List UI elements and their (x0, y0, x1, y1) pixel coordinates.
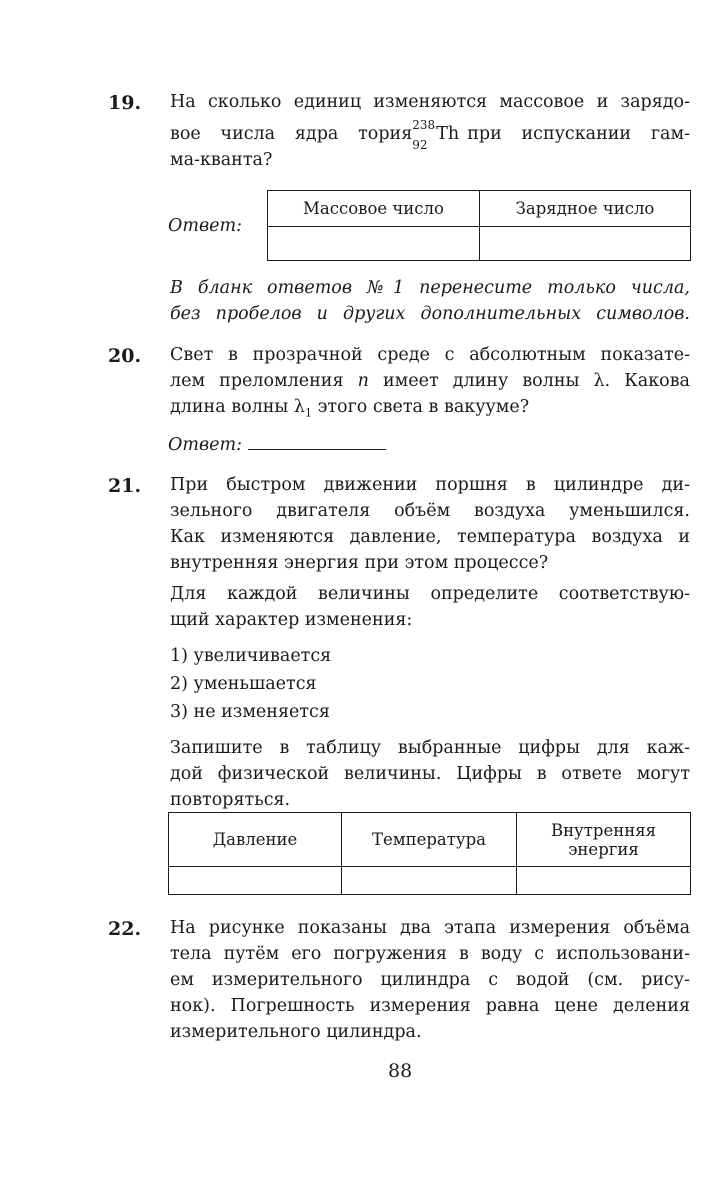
question-22-line-5: измерительного цилиндра. (170, 1022, 422, 1042)
question-21-table-instruction (170, 735, 690, 813)
question-21-text (170, 472, 690, 576)
refractive-index-symbol: n (357, 371, 369, 391)
isotope-mass: 238 (412, 118, 436, 132)
question-21-number: 21. (108, 475, 142, 497)
question-19-line-2b: при испускании гам- (467, 124, 691, 144)
header-temperature: Температура (342, 813, 517, 867)
question-19-line-2a: вое числа ядра тория (170, 124, 413, 144)
question-22-line-4: нок). Погрешность измерения равна цене деления (170, 996, 690, 1016)
header-charge-number: Зарядное число (480, 191, 691, 227)
question-19-answer-label: Ответ: (168, 216, 242, 236)
answer-cell-mass[interactable] (268, 227, 480, 261)
question-21-line-2: зельного двигателя объём воздуха уменьшился. (170, 501, 690, 521)
note-line-1: В бланк ответов №1 перенесите только числа, (170, 278, 690, 298)
question-19-line-1: На сколько единиц изменяются массовое и зарядо- (170, 92, 690, 112)
lambda-subscript: 1 (305, 406, 312, 420)
question-20-line-3b: этого света в вакууме? (317, 397, 530, 417)
header-internal-energy-line-1: Внутренняя (550, 820, 657, 840)
answer-cell-charge[interactable] (480, 227, 691, 261)
question-20-text (170, 342, 690, 427)
question-20-line-3a: длина волны (170, 397, 289, 417)
question-21-line-3: Как изменяются давление, температура воздуха и (170, 527, 690, 547)
question-20-line-1: Свет в прозрачной среде с абсолютным показате- (170, 345, 690, 365)
isotope-symbol: Th (436, 124, 460, 144)
question-22-number: 22. (108, 918, 142, 940)
question-20-line-2 (170, 368, 690, 394)
question-21-answer-table (168, 812, 691, 895)
isotope-charge: 92 (412, 138, 428, 152)
question-19-answer-table (267, 190, 691, 261)
question-20-number: 20. (108, 345, 142, 367)
header-mass-number: Массовое число (268, 191, 480, 227)
question-20-answer-row (168, 433, 386, 455)
answer-cell-internal-energy[interactable] (517, 867, 691, 895)
option-increases: 1) увеличивается (170, 646, 332, 666)
question-21-line-4: внутренняя энергия при этом процессе? (170, 553, 549, 573)
table-instruction-line-1: Запишите в таблицу выбранные цифры для каж- (170, 738, 690, 758)
question-19-text (170, 89, 690, 173)
question-21-options (170, 642, 690, 726)
note-line-2: без пробелов и других дополнительных символов. (170, 304, 690, 324)
header-internal-energy (517, 813, 691, 867)
question-20-line-3 (170, 394, 690, 427)
question-22-line-2: тела путём его погружения в воду с использовани- (170, 944, 690, 964)
option-unchanged: 3) не изменяется (170, 702, 330, 722)
question-20-answer-label: Ответ: (168, 435, 242, 455)
question-22-line-1: На рисунке показаны два этапа измерения объёма (170, 918, 690, 938)
question-20-line-2b: имеет длину волны λ. Какова (382, 371, 690, 391)
option-decreases: 2) уменьшается (170, 674, 317, 694)
thorium-isotope (412, 118, 460, 152)
instruction-line-1: Для каждой величины определите соответствую- (170, 584, 690, 604)
question-21-line-1: При быстром движении поршня в цилиндре ди- (170, 475, 690, 495)
question-19-line-2 (170, 118, 691, 152)
page-number: 88 (388, 1060, 413, 1082)
question-22-line-3: ем измерительного цилиндра с водой (см. рису- (170, 970, 690, 990)
question-22-text (170, 915, 690, 1045)
table-instruction-line-3: повторяться. (170, 790, 291, 810)
question-20-answer-blank[interactable] (248, 433, 386, 450)
question-20-line-2a: лем преломления (170, 371, 344, 391)
question-19-line-3: ма-кванта? (170, 150, 273, 170)
question-21-instruction (170, 581, 690, 633)
question-19-note (170, 275, 690, 327)
header-pressure: Давление (169, 813, 342, 867)
question-19-number: 19. (108, 92, 142, 114)
answer-cell-pressure[interactable] (169, 867, 342, 895)
instruction-line-2: щий характер изменения: (170, 610, 413, 630)
lambda-symbol: λ (293, 397, 305, 417)
table-instruction-line-2: дой физической величины. Цифры в ответе могут (170, 764, 690, 784)
answer-cell-temperature[interactable] (342, 867, 517, 895)
header-internal-energy-line-2: энергия (568, 839, 639, 859)
